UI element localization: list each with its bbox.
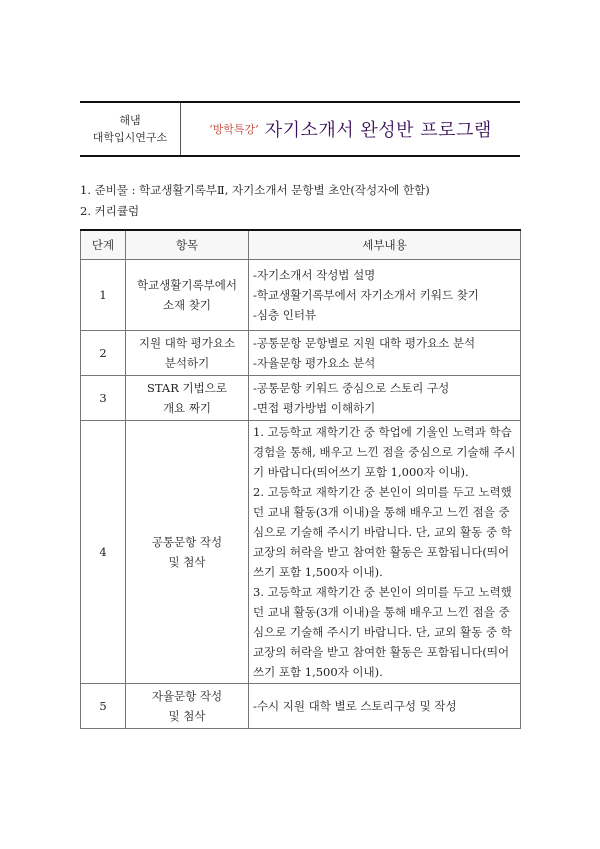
item-line: 지원 대학 평가요소 [138, 336, 236, 350]
item-line: 자율문항 작성 [151, 689, 223, 703]
header-details: 세부내용 [249, 230, 521, 260]
step-number: 1 [81, 260, 126, 331]
table-row [81, 684, 521, 729]
program-header [80, 101, 520, 157]
item-line: 개요 짜기 [162, 401, 212, 415]
header-item: 항목 [126, 230, 249, 260]
page-title: 자기소개서 완성반 프로그램 [264, 120, 492, 141]
item-line: 분석하기 [164, 356, 210, 370]
detail-paragraph: 1. 고등학교 재학기간 중 학업에 기울인 노력과 학습 경험을 통해, 배우고 느낀 점을 중심으로 기술해 주시기 바랍니다(띄어쓰기 포함 1,000자 이내). [253, 425, 516, 479]
detail-line: -면접 평가방법 이해하기 [253, 401, 376, 415]
table-row [81, 376, 521, 421]
item-line: 및 첨삭 [168, 555, 206, 569]
step-item [126, 260, 249, 331]
detail-line: -공통문항 문항별로 지원 대학 평가요소 분석 [253, 336, 476, 350]
table-header-row [81, 230, 521, 260]
title-cell [181, 103, 520, 155]
detail-line: -자율문항 평가요소 분석 [253, 356, 376, 370]
detail-paragraph: 2. 고등학교 재학기간 중 본인이 의미를 두고 노력했던 교내 활동(3개 이내)을 통해 배우고 느낀 점을 중심으로 기술해 주시기 바랍니다. 단, 교외 활동 중 학교장의 허락을 받고 참여한 활동은 포함됩니다(띄어쓰기 포함 1,500자 이내). [253, 485, 512, 579]
step-item [126, 421, 249, 684]
detail-line: -공통문항 키워드 중심으로 스토리 구성 [253, 381, 450, 395]
detail-line: -학교생활기록부에서 자기소개서 키워드 찾기 [253, 288, 479, 302]
item-line: 공통문항 작성 [151, 535, 223, 549]
org-name: 해냄 [119, 114, 141, 127]
header-step: 단계 [81, 230, 126, 260]
step-details [249, 331, 521, 376]
step-number: 4 [81, 421, 126, 684]
table-row [81, 421, 521, 684]
detail-paragraph: 3. 고등학교 재학기간 중 본인이 의미를 두고 노력했던 교내 활동(3개 이내)을 통해 배우고 느낀 점을 중심으로 기술해 주시기 바랍니다. 단, 교외 활동 중 학교장의 허락을 받고 참여한 활동은 포함됩니다(띄어쓰기 포함 1,500자 이내). [253, 585, 512, 679]
step-number: 5 [81, 684, 126, 729]
curriculum-table [80, 229, 521, 729]
table-row [81, 331, 521, 376]
step-details [249, 260, 521, 331]
org-subtitle: 대학입시연구소 [92, 131, 168, 144]
detail-line: -자기소개서 작성법 설명 [253, 268, 376, 282]
detail-line: -수시 지원 대학 별로 스토리구성 및 작성 [253, 699, 457, 713]
step-item [126, 376, 249, 421]
step-details [249, 684, 521, 729]
step-item [126, 331, 249, 376]
curriculum-heading: 2. 커리큘럼 [80, 204, 140, 218]
detail-line: -심층 인터뷰 [253, 308, 317, 322]
step-details [249, 376, 521, 421]
table-row [81, 260, 521, 331]
step-item [126, 684, 249, 729]
step-number: 2 [81, 331, 126, 376]
org-cell [80, 103, 181, 155]
step-number: 3 [81, 376, 126, 421]
materials-line: 1. 준비물 : 학교생활기록부Ⅱ, 자기소개서 문항별 초안(작성자에 한함) [80, 183, 430, 197]
item-line: 소재 찾기 [162, 298, 212, 312]
step-details [249, 421, 521, 684]
item-line: 및 첨삭 [168, 709, 206, 723]
special-lecture-tag: ‘방학특강’ [209, 123, 259, 136]
item-line: 학교생활기록부에서 [137, 278, 237, 292]
item-line: STAR 기법으로 [147, 381, 227, 395]
